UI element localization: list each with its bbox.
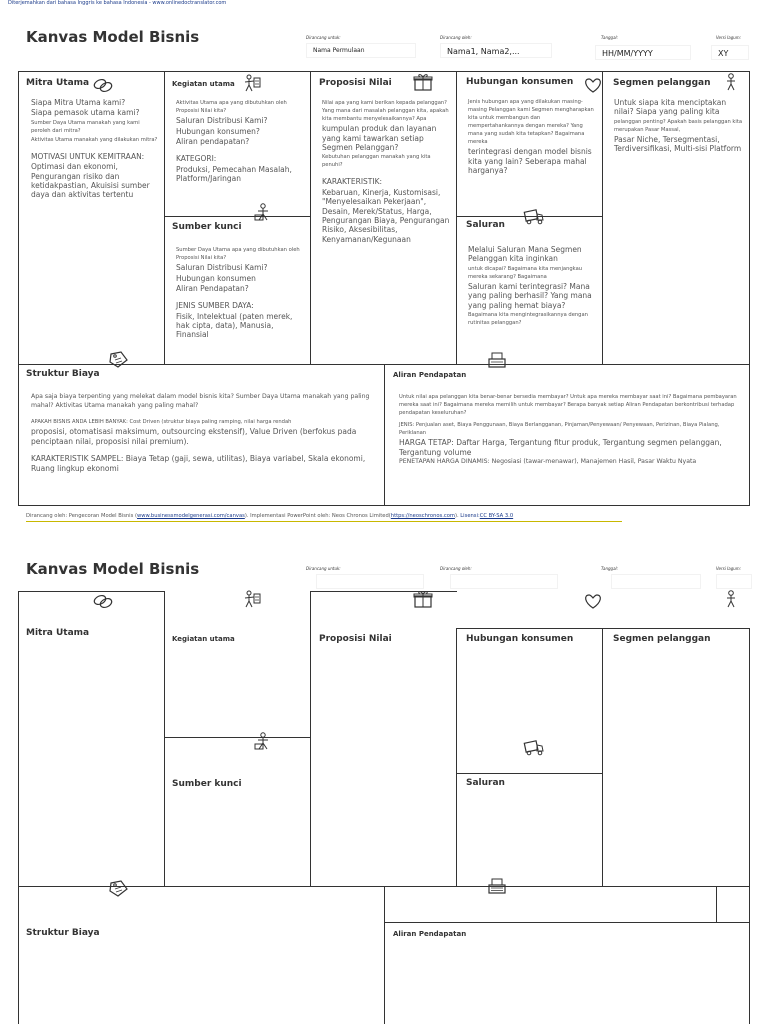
segmen-pelanggan-body: Untuk siapa kita menciptakan nilai? Siapa yang paling kita pelanggan penting? Apakah basis pelanggan kita merupakan Pasar Massal, Pasar Niche, Tersegmentasi, Terdiversifikasi, Multi-sisi Platform <box>614 98 743 154</box>
footer-link-businessmodel[interactable]: www.businessmodelgenerasi.com/canvas <box>137 513 245 519</box>
mitra-utama-body: Siapa Mitra Utama kami? Siapa pemasok utama kami? Sumber Daya Utama manakah yang kami peroleh dari mitra? Aktivitas Utama manakah yang dilakukan mitra? MOTIVASI UNTUK KEMITRAAN: Optimasi dan ekonomi, Pengurangan risiko dan ketidakpastian, Akuisisi sumber daya dan aktivitas tertentu <box>31 98 158 200</box>
divider <box>384 886 385 1024</box>
segmen-pelanggan-title-blank: Segmen pelanggan <box>613 634 711 644</box>
divider <box>456 628 457 887</box>
date-field-blank[interactable] <box>611 574 701 589</box>
designed-for-label-blank: Dirancang untuk: <box>306 566 341 571</box>
heart-icon <box>582 592 604 610</box>
saluran-body: Melalui Saluran Mana Segmen Pelanggan kita inginkan untuk dicapai? Bagaimana kita menjangkau mereka sekarang? Bagaimana Saluran kami terintegrasi? Mana yang paling berhasil? Yang mana yang paling hemat biaya? Bagaimana kita mengintegrasikannya dengan rutinitas pelanggan? <box>468 245 592 327</box>
divider <box>164 71 165 364</box>
delivery-truck-icon <box>523 207 545 225</box>
saluran-title-blank: Saluran <box>466 778 505 788</box>
proposisi-nilai-body: Nilai apa yang kami berikan kepada pelanggan? Yang mana dari masalah pelanggan kita, apakah kita membantu menyelesaikannya? Apa kumpulan produk dan layanan yang kami tawarkan setiap Segmen Pelanggan? Kebutuhan pelanggan manakah yang kita penuhi? KARAKTERISTIK: Kebaruan, Kinerja, Kustomisasi, "Menyelesaikan Pekerjaan", Desain, Merek/Status, Harga, Pengurangan Biaya, Pengurangan Risiko, Aksesibilitas, Kenyamanan/Kegunaan <box>322 100 450 244</box>
checklist-person-icon <box>240 74 262 92</box>
checklist-person-icon <box>240 590 262 608</box>
proposisi-nilai-title: Proposisi Nilai <box>319 78 392 88</box>
version-field[interactable]: XY <box>711 45 749 60</box>
hubungan-konsumen-title-blank: Hubungan konsumen <box>466 634 574 644</box>
sumber-kunci-title: Sumber kunci <box>172 222 242 232</box>
divider <box>164 737 310 738</box>
version-label: Versi Iagum: <box>716 35 742 40</box>
designed-for-label: Dirancang untuk: <box>306 35 341 40</box>
sumber-kunci-title-blank: Sumber kunci <box>172 779 242 789</box>
person-icon <box>720 73 742 91</box>
translation-note[interactable]: Diterjemahkan dari bahasa Inggris ke bahasa Indonesia - www.onlinedoctranslator.com <box>8 0 227 6</box>
footer-link-neoschronos[interactable]: https://neoschronos.com <box>390 513 455 519</box>
mitra-utama-title: Mitra Utama <box>26 78 90 88</box>
footer-underline <box>26 521 622 522</box>
aliran-pendapatan-title: Aliran Pendapatan <box>393 371 467 379</box>
divider <box>456 628 750 629</box>
divider <box>164 216 310 217</box>
designed-by-field[interactable]: Nama1, Nama2,... <box>440 43 552 58</box>
date-field[interactable]: HH/MM/YYYY <box>595 45 691 60</box>
sumber-kunci-body: Sumber Daya Utama apa yang dibutuhkan oleh Proposisi Nilai kita? Saluran Distribusi Kami? Hubungan konsumen Aliran Pendapatan? JENIS SUMBER DAYA: Fisik, Intelektual (paten merek, hak cipta, data), Manusia, Finansial <box>176 247 300 340</box>
hubungan-konsumen-title: Hubungan konsumen <box>466 77 574 87</box>
gift-box-icon <box>412 73 434 91</box>
cash-register-icon <box>486 351 508 369</box>
footer-credits: Dirancang oleh: Pengecoran Model Bisnis (www.businessmodelgenerasi.com/canvas). Implementasi PowerPoint oleh: Neos Chronos Limited(https://neoschronos.com). Lisensi:CC BY-SA 3.0 <box>26 513 514 519</box>
date-label: Tanggal: <box>601 35 618 40</box>
hubungan-konsumen-body: Jenis hubungan apa yang dilakukan masing-masing Pelanggan kami Segmen mengharapkan kita untuk membangun dan mempertahankannya dengan mereka? Yang mana yang sudah kita tetapkan? Bagaimana mereka terintegrasi dengan model bisnis kita yang lain? Seberapa mahal harganya? <box>468 99 594 176</box>
designed-by-label: Dirancang oleh: <box>440 35 472 40</box>
page-title: Kanvas Model Bisnis <box>26 28 200 46</box>
proposisi-nilai-title-blank: Proposisi Nilai <box>319 634 392 644</box>
struktur-biaya-title-blank: Struktur Biaya <box>26 928 100 938</box>
divider <box>384 364 385 506</box>
divider <box>384 922 750 923</box>
designed-for-field-blank[interactable] <box>316 574 424 589</box>
divider <box>310 71 311 364</box>
saluran-title: Saluran <box>466 220 505 230</box>
person-icon <box>720 590 742 608</box>
struktur-biaya-body: Apa saja biaya terpenting yang melekat dalam model bisnis kita? Sumber Daya Utama manakah yang paling mahal? Aktivitas Utama manakah yang paling mahal? APAKAH BISNIS ANDA LEBIH BANYAK: Cost Driven (struktur biaya paling ramping, nilai harga rendah proposisi, otomatisasi maksimum, outsourcing ekstensif), Value Driven (berfokus pada penciptaan nilai, proposisi nilai premium). KARAKTERISTIK SAMPEL: Biaya Tetap (gaji, sewa, utilitas), Biaya variabel, Skala ekonomi, Ruang lingkup ekonomi <box>31 393 370 473</box>
mitra-utama-title-blank: Mitra Utama <box>26 628 90 638</box>
footer-link-license[interactable]: CC BY-SA 3.0 <box>479 513 514 519</box>
divider <box>602 628 603 887</box>
version-field-blank[interactable] <box>716 574 752 589</box>
price-tag-icon <box>107 350 129 368</box>
cash-register-icon <box>486 877 508 895</box>
page-title-blank: Kanvas Model Bisnis <box>26 560 200 578</box>
divider <box>749 628 750 1024</box>
kegiatan-utama-body: Aktivitas Utama apa yang dibutuhkan oleh Proposisi Nilai kita? Saluran Distribusi Kami? Hubungan konsumen? Aliran pendapatan? KATEGORI: Produksi, Pemecahan Masalah, Platform/Jaringan <box>176 100 292 183</box>
divider <box>164 591 165 887</box>
divider <box>18 591 19 1024</box>
aliran-pendapatan-body: Untuk nilai apa pelanggan kita benar-benar bersedia membayar? Untuk apa mereka membayar saat ini? Bagaimana pembayaran mereka saat ini? Bagaimana mereka memilih untuk membayar? Berapa banyak setiap Aliran Pendapatan berkontribusi terhadap pendapatan keseluruhan? JENIS: Penjualan aset, Biaya Penggunaan, Biaya Berlangganan, Pinjaman/Penyewaan/ Penyewaan, Perizinan, Biaya Pialang, Periklanan HARGA TETAP: Daftar Harga, Tergantung fitur produk, Tergantung segmen pelanggan, Tergantung volume PENETAPAN HARGA DINAMIS: Negosiasi (tawar-menawar), Manajemen Hasil, Pasar Waktu Nyata <box>399 394 737 466</box>
divider <box>310 591 457 592</box>
aliran-pendapatan-title-blank: Aliran Pendapatan <box>393 930 467 938</box>
divider <box>716 886 717 922</box>
divider <box>456 773 602 774</box>
divider <box>602 71 603 364</box>
chain-link-icon <box>92 592 114 610</box>
divider <box>456 71 457 364</box>
delivery-truck-icon <box>523 738 545 756</box>
designed-by-field-blank[interactable] <box>450 574 558 589</box>
kegiatan-utama-title-blank: Kegiatan utama <box>172 635 235 643</box>
struktur-biaya-title: Struktur Biaya <box>26 369 100 379</box>
date-label-blank: Tanggal: <box>601 566 618 571</box>
worker-icon <box>252 203 274 221</box>
designed-by-label-blank: Dirancang oleh: <box>440 566 472 571</box>
chain-link-icon <box>92 76 114 94</box>
divider <box>310 591 311 887</box>
gift-box-icon <box>412 590 434 608</box>
segmen-pelanggan-title: Segmen pelanggan <box>613 78 711 88</box>
designed-for-field[interactable]: Nama Permulaan <box>306 43 416 58</box>
heart-icon <box>582 76 604 94</box>
kegiatan-utama-title: Kegiatan utama <box>172 80 235 88</box>
price-tag-icon <box>107 879 129 897</box>
version-label-blank: Versi Iagum: <box>716 566 742 571</box>
worker-icon <box>252 732 274 750</box>
